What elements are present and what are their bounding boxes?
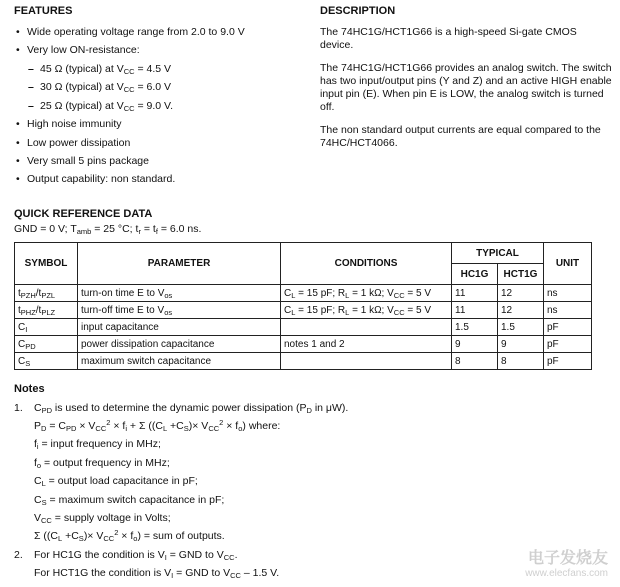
col-typical-header: TYPICAL: [452, 243, 544, 264]
qrd-conditions-line: GND = 0 V; $T_{amb} = 25$ °C; $t_r = t_f = 6.0$ ns.: [14, 223, 202, 236]
hc1g-cell: 9: [452, 336, 498, 353]
col-hc1g-header: HC1G: [452, 264, 498, 285]
note-number: 2.: [14, 549, 23, 561]
conditions-cell: $C_L = 15$ pF; $R_L = 1$ kΩ; $V_{CC} = 5$ V: [281, 285, 452, 302]
table-row: [15, 336, 592, 353]
feature-subitem: – 30 Ω (typical) at $V_{CC} = 6.0$ V: [40, 81, 171, 94]
feature-item: • High noise immunity: [27, 118, 122, 131]
symbol-cell: $t_{PZH}/t_{PZL}$: [15, 285, 78, 302]
feature-item: • Very low ON-resistance:: [27, 44, 140, 57]
unit-cell: pF: [544, 353, 592, 370]
unit-cell: pF: [544, 336, 592, 353]
conditions-cell: [281, 319, 452, 336]
hc1g-cell: 11: [452, 302, 498, 319]
hct1g-cell: 9: [498, 336, 544, 353]
watermark-url: www.elecfans.com: [525, 568, 608, 579]
definition-line: $V_{CC}$ = supply voltage in Volts;: [34, 512, 171, 525]
col-symbol-header: SYMBOL: [15, 243, 78, 285]
unit-cell: ns: [544, 302, 592, 319]
feature-item: • Wide operating voltage range from 2.0 to 9.0 V: [27, 26, 245, 39]
hct1g-cell: 8: [498, 353, 544, 370]
col-unit-header: UNIT: [544, 243, 592, 285]
feature-subitem: – 25 Ω (typical) at $V_{CC} = 9.0$ V.: [40, 100, 173, 113]
hct1g-cell: 12: [498, 302, 544, 319]
parameter-cell: turn-off time E to $V_{os}$: [78, 302, 281, 319]
table-row: [15, 353, 592, 370]
definition-line: $f_i$ = input frequency in MHz;: [34, 438, 161, 451]
hct1g-cell: 1.5: [498, 319, 544, 336]
description-paragraph: The non standard output currents are equal compared to the 74HC/HCT4066.: [320, 124, 601, 149]
col-conditions-header: CONDITIONS: [281, 243, 452, 285]
definition-line: $C_S$ = maximum switch capacitance in pF;: [34, 494, 225, 507]
note-number: 1.: [14, 402, 23, 414]
note-2-text-hct: For HCT1G the condition is $V_I$ = GND to $V_{CC} - 1.5$ V.: [34, 567, 280, 580]
description-paragraph: The 74HC1G/HCT1G66 is a high-speed Si-gate CMOS device.: [320, 26, 577, 51]
conditions-cell: notes 1 and 2: [281, 336, 452, 353]
parameter-cell: maximum switch capacitance: [78, 353, 281, 370]
definition-line: Σ $((C_L +C_S)\times V_{CC}^2 \times f_o)$ = sum of outputs.: [34, 528, 225, 543]
hc1g-cell: 11: [452, 285, 498, 302]
watermark-title: 电子发烧友: [527, 550, 608, 567]
table-row: [15, 302, 592, 319]
hct1g-cell: 12: [498, 285, 544, 302]
description-paragraph: The 74HC1G/HCT1G66 provides an analog switch. The switch has two input/output pins (Y and Z) and an active HIGH enable input pin (E). When pin E is LOW, the analog switch is turned off.: [320, 62, 612, 113]
watermark: [525, 545, 608, 579]
parameter-cell: power dissipation capacitance: [78, 336, 281, 353]
power-equation: $P_D = C_{PD} \times V_{CC}^2 \times f_i + \Sigma$ $((C_L +C_S)\times V_{CC}^2 \times f_o)$ where:: [34, 418, 281, 433]
hc1g-cell: 8: [452, 353, 498, 370]
note-2-text: For HC1G the condition is $V_I$ = GND to $V_{CC}$.: [34, 549, 238, 562]
qrd-heading: QUICK REFERENCE DATA: [14, 208, 153, 220]
feature-item: • Low power dissipation: [27, 137, 130, 150]
table-row: [15, 319, 592, 336]
col-hct1g-header: HCT1G: [498, 264, 544, 285]
description-heading: DESCRIPTION: [320, 5, 396, 17]
conditions-cell: [281, 353, 452, 370]
symbol-cell: $C_I$: [15, 319, 78, 336]
quick-reference-table: [14, 242, 592, 370]
features-heading: FEATURES: [14, 5, 73, 17]
parameter-cell: input capacitance: [78, 319, 281, 336]
notes-heading: Notes: [14, 383, 45, 395]
note-1-text: $C_{PD}$ is used to determine the dynamic power dissipation ($P_D$ in μW).: [34, 402, 349, 415]
symbol-cell: $C_S$: [15, 353, 78, 370]
unit-cell: pF: [544, 319, 592, 336]
definition-line: $C_L$ = output load capacitance in pF;: [34, 475, 198, 488]
feature-item: • Output capability: non standard.: [27, 173, 175, 186]
feature-subitem: – 45 Ω (typical) at $V_{CC} = 4.5$ V: [40, 63, 171, 76]
symbol-cell: $t_{PHZ}/t_{PLZ}$: [15, 302, 78, 319]
parameter-cell: turn-on time E to $V_{os}$: [78, 285, 281, 302]
table-row: [15, 285, 592, 302]
unit-cell: ns: [544, 285, 592, 302]
symbol-cell: $C_{PD}$: [15, 336, 78, 353]
col-parameter-header: PARAMETER: [78, 243, 281, 285]
hc1g-cell: 1.5: [452, 319, 498, 336]
feature-item: • Very small 5 pins package: [27, 155, 149, 168]
definition-line: $f_o$ = output frequency in MHz;: [34, 457, 170, 470]
conditions-cell: $C_L = 15$ pF; $R_L = 1$ kΩ; $V_{CC} = 5$ V: [281, 302, 452, 319]
